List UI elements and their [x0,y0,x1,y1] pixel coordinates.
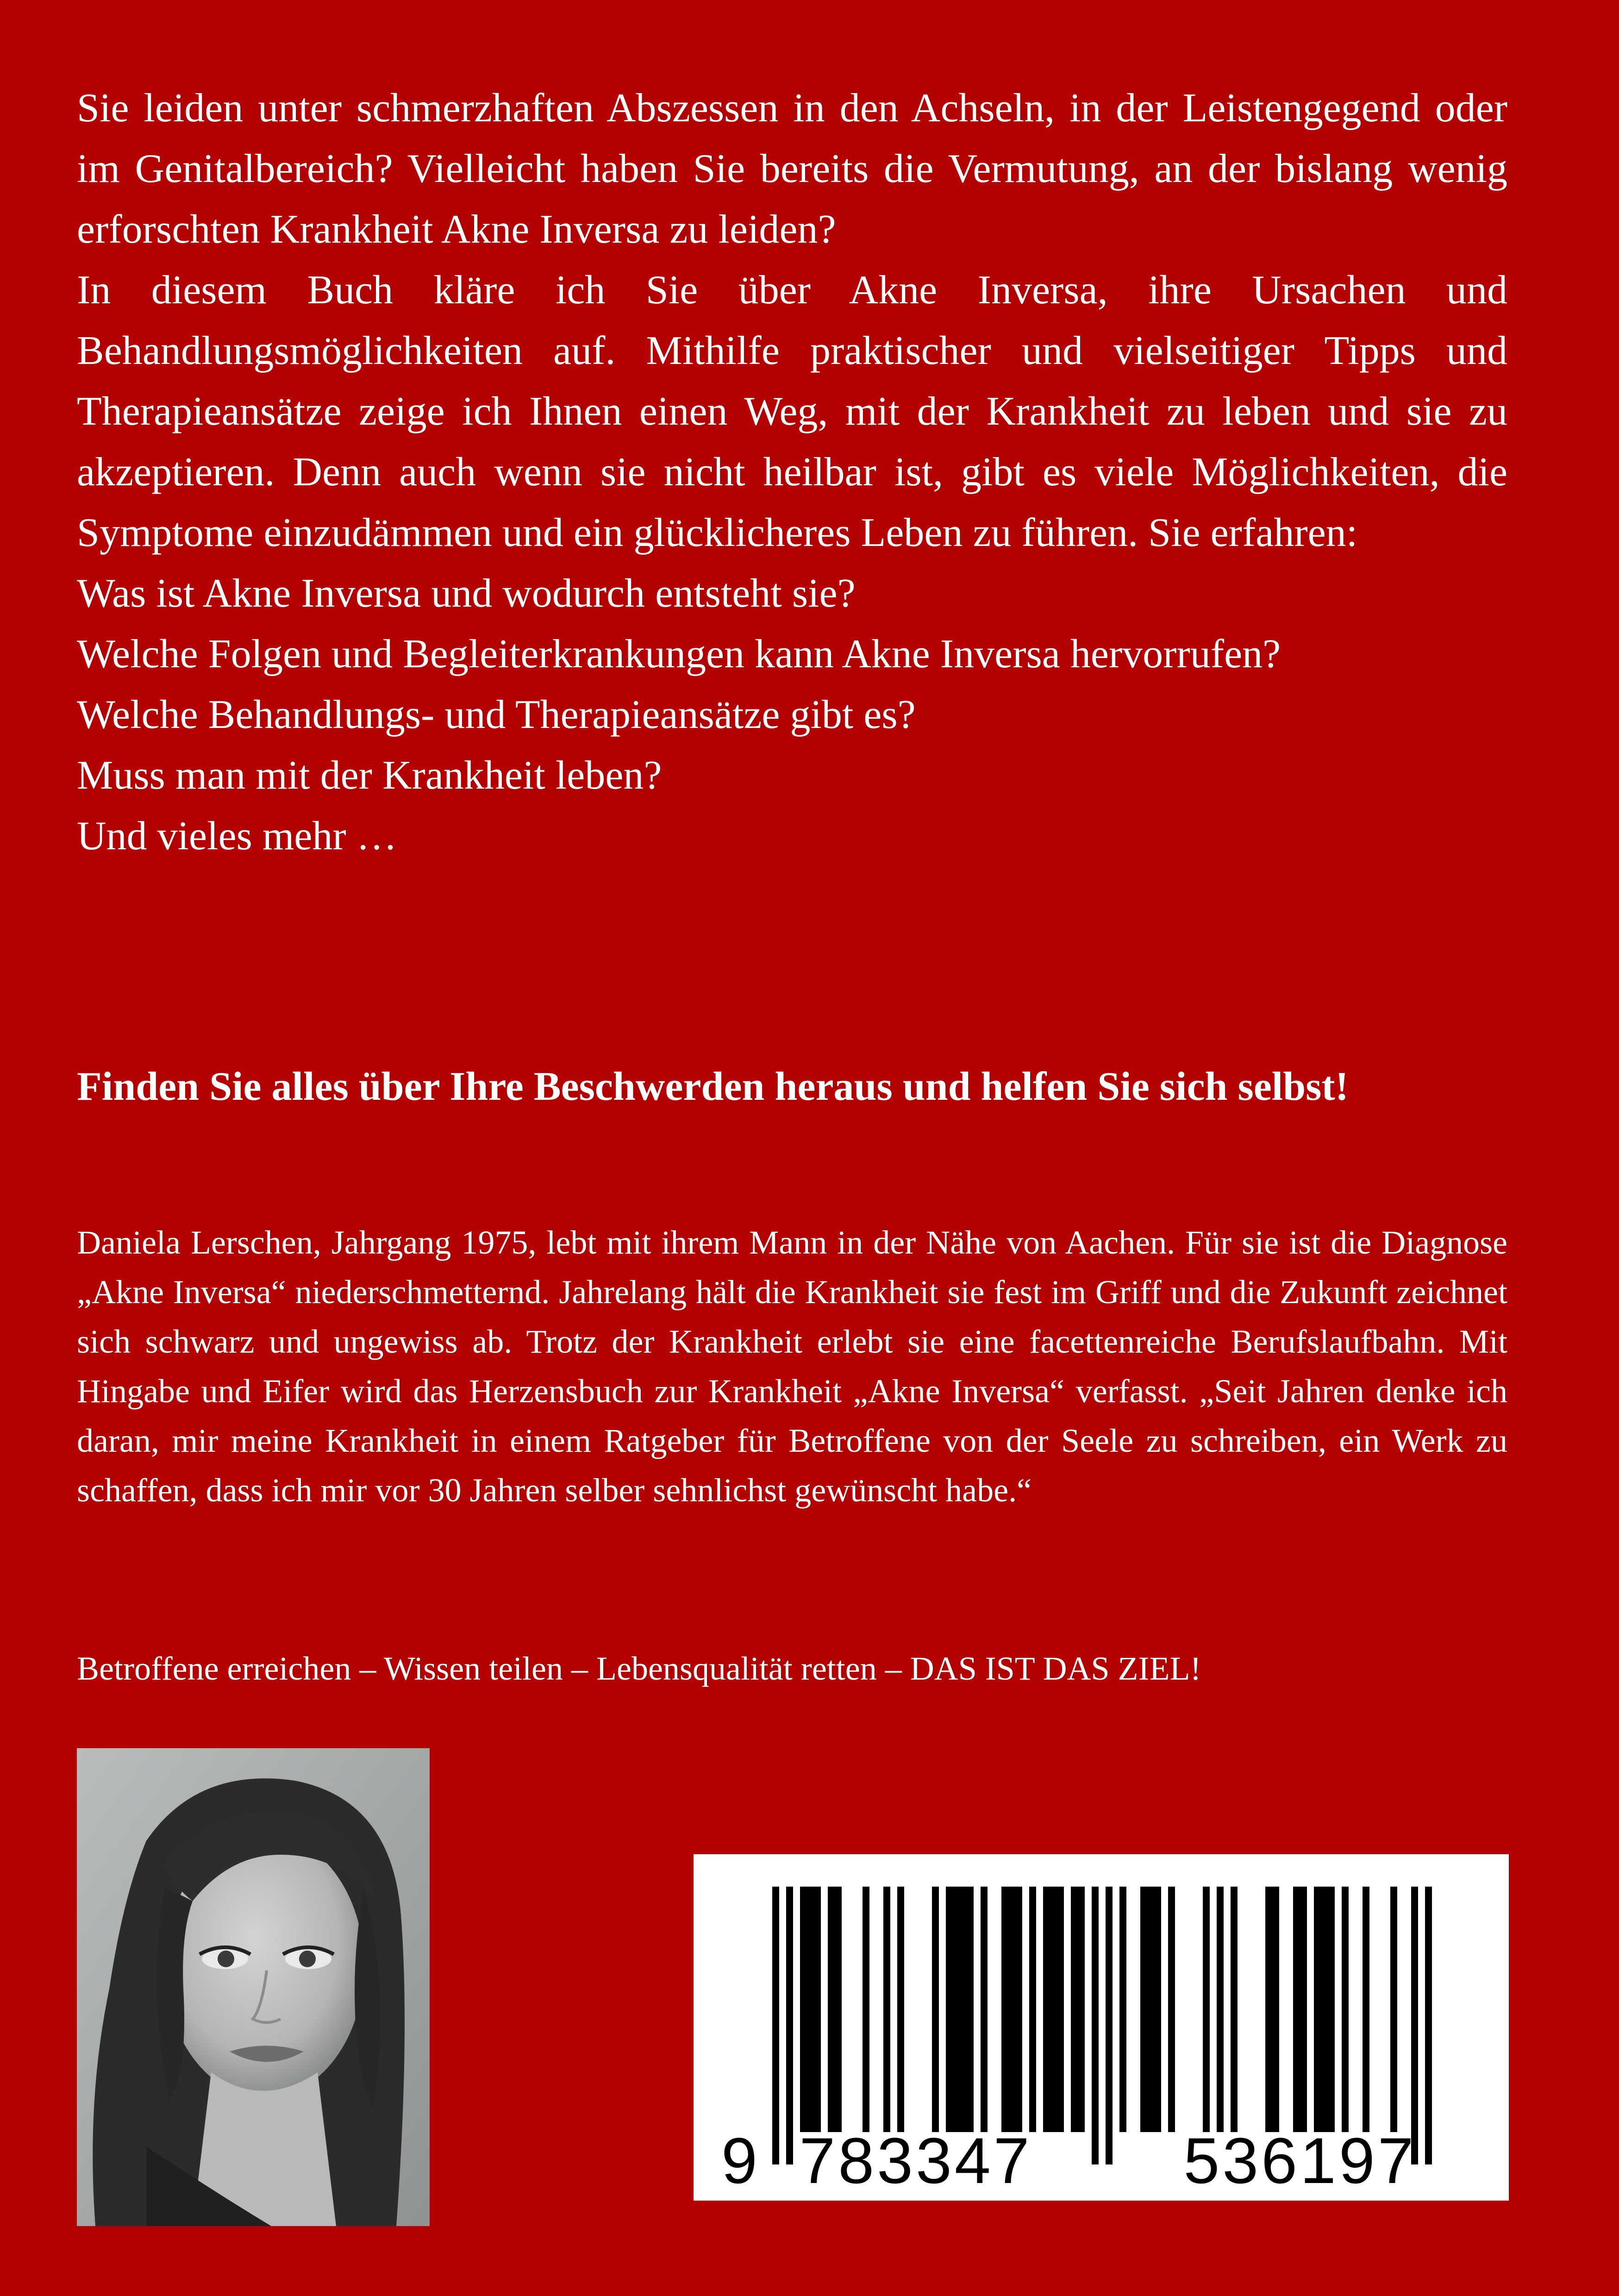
barcode-bar [1390,1887,1397,2132]
barcode-bar [814,1887,821,2132]
barcode-bar [828,1887,835,2132]
barcode-bar [1119,1887,1126,2132]
barcode-bar [1314,1887,1321,2132]
barcode-bar [1050,1887,1057,2132]
barcode-bar [1321,1887,1328,2132]
barcode-bar [835,1887,842,2132]
barcode-bar [1147,1887,1154,2132]
barcode-left-digits: 783347 [799,2124,1032,2197]
author-bio: Daniela Lerschen, Jahrgang 1975, lebt mit ihrem Mann in der Nähe von Aachen. Für sie ist die Diagnose „Akne Inversa“ niederschmetternd. Jahrelang hält die Krankheit sie fest im Griff und die Zukunft zeichnet sich schwarz und ungewiss ab. Trotz der Krankheit erlebt sie eine facettenreiche Berufslaufbahn. Mit Hingabe und Eifer wird das Herzensbuch zur Krankheit „Akne Inversa“ verfasst. „Seit Jahren denke ich daran, mir meine Krankheit in einem Ratgeber für Betroffene von der Seele zu schreiben, ein Werk zu schaffen, dass ich mir vor 30 Jahren selber sehnlichst gewünscht habe.“ [77,1224,1507,1509]
barcode-bar [1363,1887,1369,2132]
blurb-list-item: Welche Folgen und Begleiterkrankungen kann Akne Inversa hervorrufen? [77,632,1281,677]
barcode-bar [1078,1887,1085,2132]
barcode-bar [1300,1887,1307,2132]
barcode-bar [1293,1887,1300,2132]
barcode-bar [1231,1887,1238,2132]
barcode-bar [800,1887,807,2132]
barcode-bar [1106,1887,1113,2164]
barcode-bar [946,1887,953,2132]
barcode-bar [1411,1887,1418,2164]
blurb-description: In diesem Buch kläre ich Sie über Akne Inversa, ihre Ursachen und Behandlungsmöglichkeiten auf. Mithilfe praktischer und vielseitiger Tipps und Therapieansätze zeige ich Ihnen einen Weg, mit der Krankheit zu leben und sie zu akzeptieren. Denn auch wenn sie nicht heilbar ist, gibt es viele Möglichkeiten, die Symptome einzudämmen und ein glücklicheres Leben zu führen. Sie erfahren: [77,268,1507,555]
blurb-list-item: Muss man mit der Krankheit leben? [77,753,662,798]
barcode-bar [1057,1887,1064,2132]
barcode-bars [772,1887,1432,2164]
barcode-bar [981,1887,988,2132]
blurb-text [77,78,1507,866]
author-photo [77,1748,430,2226]
barcode-bar [1217,1887,1224,2132]
barcode-bar [772,1887,779,2164]
blurb-intro: Sie leiden unter schmerzhaften Abszessen in den Achseln, in der Leistengegend oder im Genitalbereich? Vielleicht haben Sie bereits die Vermutung, an der bislang wenig erforschten Krankheit Akne Inversa zu leiden? [77,86,1507,252]
barcode-bar [1092,1887,1099,2164]
barcode-bar [807,1887,814,2132]
barcode-bar [1071,1887,1078,2132]
barcode-bar [786,1887,793,2164]
barcode-bar [1008,1887,1015,2132]
barcode-bar [967,1887,974,2132]
blurb-list-item: Welche Behandlungs- und Therapieansätze gibt es? [77,692,916,737]
barcode-bar [953,1887,960,2132]
barcode-bar [1425,1887,1432,2164]
barcode-first-digit: 9 [721,2124,757,2197]
barcode-bar [1203,1887,1210,2132]
barcode-bar [1140,1887,1147,2132]
barcode-bar [863,1887,869,2132]
barcode-bar [1015,1887,1022,2132]
barcode-bar [883,1887,890,2132]
barcode-bar [1001,1887,1008,2132]
barcode-bar [1342,1887,1349,2132]
barcode-bar [1272,1887,1279,2132]
barcode-bar [1043,1887,1050,2132]
isbn-barcode [694,1854,1509,2201]
barcode-bar [1029,1887,1036,2132]
barcode-right-digits: 536197 [1183,2124,1417,2197]
barcode-bar [932,1887,939,2132]
blurb-list-item: Und vieles mehr … [77,814,397,859]
barcode-bar [897,1887,904,2132]
barcode-bar [1328,1887,1335,2132]
barcode-bar [1168,1887,1175,2132]
barcode-bar [1154,1887,1161,2132]
slogan: Betroffene erreichen – Wissen teilen – Lebensqualität retten – DAS IST DAS ZIEL! [77,1650,1201,1687]
barcode-bar [960,1887,967,2132]
barcode-bar [1265,1887,1272,2132]
headline: Finden Sie alles über Ihre Beschwerden heraus und helfen Sie sich selbst! [77,1064,1349,1109]
blurb-list-item: Was ist Akne Inversa und wodurch entsteht sie? [77,571,856,616]
